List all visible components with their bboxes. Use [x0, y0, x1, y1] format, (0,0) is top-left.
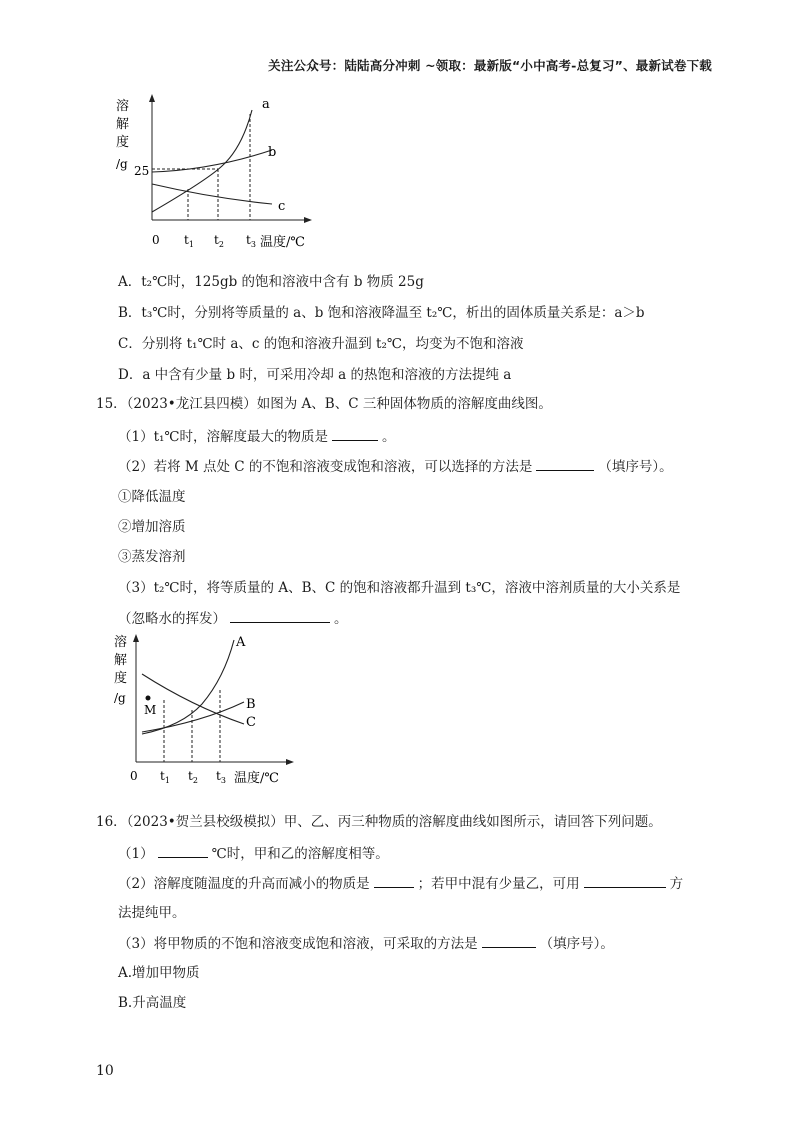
graph1-x-arrow — [304, 217, 312, 223]
q15-part3: （3）t₂℃时，将等质量的 A、B、C 的饱和溶液都升温到 t₃℃，溶液中溶剂质量的大小关系是 — [118, 580, 681, 596]
q16-stem: 16．（2023•贺兰县校级模拟）甲、乙、丙三种物质的溶解度曲线如图所示，请回答下列问题。 — [96, 814, 662, 830]
graph2-label-b: B — [246, 697, 256, 712]
answer-blank — [332, 426, 378, 441]
graph1-origin: 0 — [152, 233, 160, 247]
page-number: 10 — [96, 1063, 114, 1079]
graph2-tick-t2: $t_2$ — [188, 769, 198, 785]
graph1-xlabel: 温度/℃ — [260, 235, 305, 250]
graph1-ylabel-char: /g — [116, 157, 128, 171]
q16-part2-cont: 法提纯甲。 — [118, 905, 186, 921]
graph2-curve-b — [142, 702, 244, 732]
graph2-curve-c — [142, 674, 244, 724]
graph2-tick-t3: $t_3$ — [216, 769, 226, 785]
graph1-label-a: a — [262, 97, 270, 112]
q15-option-1: ①降低温度 — [118, 489, 186, 505]
page-header: 关注公众号：陆陆高分冲刺 ~领取：最新版“小中高考-总复习”、最新试卷下载 — [268, 58, 712, 73]
graph1-ylabel-char: 溶 — [116, 99, 130, 114]
answer-blank — [374, 873, 414, 888]
q15-part2: （2）若将 M 点处 C 的不饱和溶液变成饱和溶液，可以选择的方法是 （填序号）。 — [118, 456, 673, 477]
graph1-y25-label: 25 — [134, 164, 150, 178]
graph2-point-m-label: M — [144, 703, 157, 717]
q15-part3-cont: （忽略水的挥发） 。 — [118, 608, 348, 629]
q14-option-b: B．t₃℃时，分别将等质量的 a、b 饱和溶液降温至 t₂℃，析出的固体质量关系是：a＞b — [118, 305, 645, 321]
q16-part1: （1） ℃时，甲和乙的溶解度相等。 — [118, 843, 389, 864]
graph2-y-arrow — [133, 634, 139, 642]
graph1-tick-t2: $t_2$ — [214, 233, 224, 249]
graph1-ylabel-char: 度 — [116, 135, 130, 150]
graph1-tick-t1: $t_1$ — [184, 233, 194, 249]
graph2-ylabel-char: /g — [114, 691, 126, 705]
graph2-label-c: C — [246, 715, 256, 730]
graph2-origin: 0 — [130, 769, 138, 783]
answer-blank — [482, 933, 536, 948]
q14-option-c: C．分别将 t₁℃时 a、c 的饱和溶液升温到 t₂℃，均变为不饱和溶液 — [118, 336, 524, 352]
q16-part2: （2）溶解度随温度的升高而减小的物质是 ；若甲中混有少量乙，可用 方 — [118, 873, 683, 894]
solubility-graph-abc — [112, 92, 322, 252]
answer-blank — [584, 873, 666, 888]
q14-option-d: D．a 中含有少量 b 时，可采用冷却 a 的热饱和溶液的方法提纯 a — [118, 367, 512, 383]
graph1-y-arrow — [149, 94, 155, 102]
answer-blank — [536, 456, 594, 471]
q15-stem: 15．（2023•龙江县四模）如图为 A、B、C 三种固体物质的溶解度曲线图。 — [96, 396, 552, 412]
graph2-label-a: A — [236, 635, 246, 650]
graph2-tick-t1: $t_1$ — [160, 769, 170, 785]
graph1-ylabel-char: 解 — [116, 117, 130, 132]
q16-option-b: B.升高温度 — [118, 995, 187, 1011]
answer-blank — [158, 843, 208, 858]
q15-option-2: ②增加溶质 — [118, 519, 186, 535]
solubility-graph-ABC — [112, 630, 302, 790]
graph2-xlabel: 温度/℃ — [234, 771, 279, 786]
graph1-tick-t3: $t_3$ — [246, 233, 256, 249]
graph2-x-arrow — [286, 759, 294, 765]
q15-option-3: ③蒸发溶剂 — [118, 549, 186, 565]
graph2-curve-a — [142, 640, 234, 734]
graph1-curve-a — [152, 110, 252, 212]
graph2-ylabel-char: 度 — [114, 671, 128, 686]
graph1-label-b: b — [268, 145, 277, 160]
graph2-ylabel — [114, 634, 127, 705]
graph2-point-m — [146, 696, 151, 701]
graph2-ylabel-char: 溶 — [114, 635, 128, 650]
graph2-ylabel-char: 解 — [114, 653, 128, 668]
q16-option-a: A.增加甲物质 — [118, 965, 200, 981]
q14-option-a: A．t₂℃时，125gb 的饱和溶液中含有 b 物质 25g — [118, 274, 424, 290]
answer-blank — [230, 608, 330, 623]
q16-part3: （3）将甲物质的不饱和溶液变成饱和溶液，可采取的方法是 （填序号）。 — [118, 933, 614, 954]
graph1-ylabel — [116, 98, 129, 171]
q15-part1: （1）t₁℃时，溶解度最大的物质是 。 — [118, 426, 396, 447]
graph1-label-c: c — [278, 199, 286, 214]
